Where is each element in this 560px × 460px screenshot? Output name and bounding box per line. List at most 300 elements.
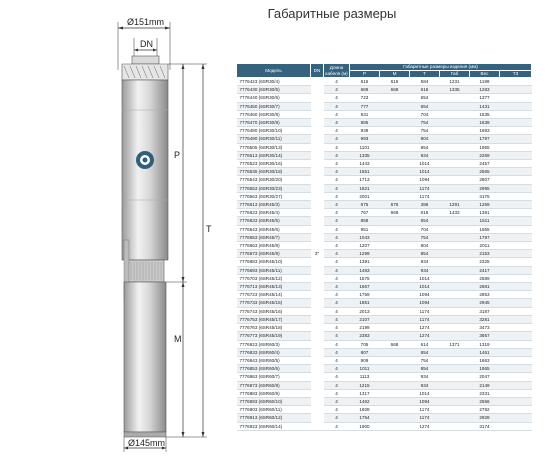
cell-model: 7776450 (6SR30/7) <box>237 102 311 110</box>
cell-empty <box>500 332 532 340</box>
col-model: Модель <box>237 64 311 78</box>
table-row <box>237 324 532 332</box>
col-p: P <box>350 71 380 78</box>
cell-empty <box>500 356 532 364</box>
cell-value <box>440 291 470 299</box>
cell-value: 754 <box>410 127 440 135</box>
cell-cable: 4 <box>324 422 350 430</box>
cell-empty <box>500 340 532 348</box>
cell-value <box>440 324 470 332</box>
cell-value <box>380 135 410 143</box>
cell-cable: 4 <box>324 119 350 127</box>
cell-model: 7776653 (6SR45/7) <box>237 233 311 241</box>
cell-value <box>440 373 470 381</box>
cell-value <box>380 283 410 291</box>
cell-value <box>440 184 470 192</box>
cell-value: 2417 <box>470 266 500 274</box>
table-row <box>237 348 532 356</box>
table-row <box>237 307 532 315</box>
cell-model: 7776873 (6SR60/8) <box>237 381 311 389</box>
p-label: P <box>174 150 181 160</box>
cell-value: 668 <box>380 340 410 348</box>
cell-value: 2011 <box>470 242 500 250</box>
cell-value: 668 <box>380 209 410 217</box>
cell-value: 1462 <box>350 397 380 405</box>
cell-value: 767 <box>350 209 380 217</box>
cell-value: 1174 <box>410 414 440 422</box>
cell-value: 854 <box>410 250 440 258</box>
cell-value: 1797 <box>470 135 500 143</box>
table-row <box>237 242 532 250</box>
cell-value <box>440 168 470 176</box>
dimensions-table <box>236 63 532 431</box>
cell-model: 7776823 (6SR60/3) <box>237 340 311 348</box>
cell-cable: 4 <box>324 299 350 307</box>
cell-value: 669 <box>350 86 380 94</box>
cell-cable: 4 <box>324 78 350 86</box>
cell-value <box>440 389 470 397</box>
cell-value <box>440 266 470 274</box>
cell-empty <box>500 102 532 110</box>
cell-value: 705 <box>350 340 380 348</box>
table-row <box>237 356 532 364</box>
cell-cable: 4 <box>324 176 350 184</box>
cell-value <box>440 307 470 315</box>
table-row <box>237 373 532 381</box>
cell-model: 7776480 (6SR30/10) <box>237 127 311 135</box>
cell-model: 7776723 (6SR45/14) <box>237 291 311 299</box>
table-row <box>237 274 532 282</box>
cell-value: 1014 <box>410 160 440 168</box>
cell-value: 1461 <box>470 348 500 356</box>
col-5: Вес <box>470 71 500 78</box>
table-row <box>237 414 532 422</box>
cell-value: 1759 <box>350 291 380 299</box>
cell-cable: 4 <box>324 127 350 135</box>
cell-value: 1955 <box>470 143 500 151</box>
cell-value: 1639 <box>470 119 500 127</box>
cell-value <box>380 307 410 315</box>
cell-cable: 4 <box>324 102 350 110</box>
cell-value: 951 <box>350 225 380 233</box>
cell-value <box>380 406 410 414</box>
cell-value: 854 <box>410 365 440 373</box>
cell-empty <box>500 348 532 356</box>
cell-cable: 4 <box>324 389 350 397</box>
table-row <box>237 225 532 233</box>
cell-model: 7776505 (6SR30/13) <box>237 143 311 151</box>
cell-value <box>380 397 410 405</box>
cell-empty <box>500 299 532 307</box>
cell-value: 2325 <box>470 258 500 266</box>
cell-empty <box>500 225 532 233</box>
cell-value: 2001 <box>350 192 380 200</box>
cell-model: 7776843 (6SR60/5) <box>237 356 311 364</box>
cell-value <box>440 160 470 168</box>
cell-value <box>440 283 470 291</box>
cell-value: 804 <box>410 242 440 250</box>
cell-cable: 4 <box>324 192 350 200</box>
cell-empty <box>500 78 532 86</box>
cell-value <box>380 356 410 364</box>
cell-value <box>440 135 470 143</box>
cell-value: 1575 <box>350 274 380 282</box>
cell-value: 615 <box>350 78 380 86</box>
table-row <box>237 283 532 291</box>
cell-cable: 4 <box>324 151 350 159</box>
cell-empty <box>500 209 532 217</box>
cell-model: 7776763 (6SR45/18) <box>237 324 311 332</box>
cell-empty <box>500 217 532 225</box>
cell-value <box>380 176 410 184</box>
cell-value: 993 <box>350 135 380 143</box>
pump-section <box>122 80 168 260</box>
cell-cable: 4 <box>324 307 350 315</box>
cell-value: 1174 <box>410 192 440 200</box>
cell-value <box>440 143 470 151</box>
cell-value: 1335 <box>440 86 470 94</box>
cell-empty <box>500 324 532 332</box>
cell-value: 934 <box>410 258 440 266</box>
cell-value: 2945 <box>470 299 500 307</box>
cell-value: 3473 <box>470 324 500 332</box>
cell-value <box>380 332 410 340</box>
table-body <box>237 78 532 431</box>
cell-cable: 4 <box>324 365 350 373</box>
cell-value: 934 <box>410 381 440 389</box>
cell-model: 7776613 (6SR45/3) <box>237 201 311 209</box>
cell-empty <box>500 274 532 282</box>
cell-model: 7776753 (6SR45/17) <box>237 315 311 323</box>
cell-model: 7776733 (6SR45/15) <box>237 299 311 307</box>
table-row <box>237 201 532 209</box>
cell-value <box>380 365 410 373</box>
cell-value: 3657 <box>470 332 500 340</box>
cell-value: 2107 <box>350 315 380 323</box>
cell-cable: 4 <box>324 258 350 266</box>
table-row <box>237 340 532 348</box>
col-group: Габаритные размеры изделия (мм) <box>350 64 532 71</box>
cell-value: 1094 <box>410 299 440 307</box>
cell-value <box>380 258 410 266</box>
cell-value <box>380 315 410 323</box>
cell-value: 1113 <box>350 373 380 381</box>
cell-cable: 4 <box>324 160 350 168</box>
cell-value <box>380 348 410 356</box>
cell-value <box>440 225 470 233</box>
cell-model: 7776693 (6SR45/11) <box>237 266 311 274</box>
cell-value: 1043 <box>350 233 380 241</box>
table-row <box>237 258 532 266</box>
cell-value: 934 <box>410 151 440 159</box>
cell-value: 1291 <box>440 201 470 209</box>
cell-value: 1259 <box>470 201 500 209</box>
cell-value <box>380 217 410 225</box>
cell-cable: 4 <box>324 110 350 118</box>
cell-value: 1014 <box>410 274 440 282</box>
table-row <box>237 406 532 414</box>
cell-model: 7776535 (6SR30/18) <box>237 168 311 176</box>
table-row <box>237 110 532 118</box>
cell-value: 1797 <box>470 233 500 241</box>
cell-value: 1215 <box>350 381 380 389</box>
cell-value: 2383 <box>350 332 380 340</box>
cell-value: 2782 <box>470 406 500 414</box>
cell-value <box>440 332 470 340</box>
page-title: Габаритные размеры <box>267 6 397 21</box>
cell-value: 909 <box>350 356 380 364</box>
cell-value: 1231 <box>440 78 470 86</box>
cell-value <box>380 274 410 282</box>
cell-model: 7776563 (6SR30/27) <box>237 192 311 200</box>
table-row <box>237 209 532 217</box>
cell-model: 7776883 (6SR60/9) <box>237 389 311 397</box>
cell-value: 3187 <box>470 307 500 315</box>
cell-value <box>440 315 470 323</box>
cell-cable: 4 <box>324 266 350 274</box>
cell-value: 1319 <box>470 340 500 348</box>
cell-value <box>380 373 410 381</box>
cell-value: 616 <box>410 209 440 217</box>
cell-value <box>440 397 470 405</box>
cell-empty <box>500 389 532 397</box>
table-row <box>237 266 532 274</box>
cell-model: 7776743 (6SR45/16) <box>237 307 311 315</box>
cell-cable: 4 <box>324 373 350 381</box>
cell-value: 668 <box>380 86 410 94</box>
cell-empty <box>500 266 532 274</box>
cell-value: 854 <box>410 143 440 151</box>
cell-value <box>440 250 470 258</box>
cell-value: 1381 <box>470 209 500 217</box>
m-label: M <box>174 334 182 344</box>
cell-value: 1274 <box>410 422 440 430</box>
cell-cable: 4 <box>324 340 350 348</box>
cell-value <box>440 119 470 127</box>
bottom-diameter-label: Ø145mm <box>128 438 166 448</box>
cell-value <box>380 291 410 299</box>
pump-dimension-drawing <box>0 0 236 460</box>
cell-empty <box>500 86 532 94</box>
cell-value <box>440 176 470 184</box>
cell-value: 1335 <box>350 151 380 159</box>
cell-model: 7776703 (6SR45/12) <box>237 274 311 282</box>
cell-value: 934 <box>410 266 440 274</box>
cell-empty <box>500 135 532 143</box>
cell-cable: 4 <box>324 233 350 241</box>
cell-empty <box>500 160 532 168</box>
cell-value <box>440 102 470 110</box>
cell-value: 1713 <box>350 176 380 184</box>
cell-value: 1900 <box>350 422 380 430</box>
table-row <box>237 184 532 192</box>
table-row <box>237 192 532 200</box>
table-row <box>237 135 532 143</box>
col-cable: Длина кабеля (м) <box>325 64 348 76</box>
table-row <box>237 160 532 168</box>
cell-value: 675 <box>350 201 380 209</box>
cell-value <box>440 381 470 389</box>
cell-value <box>380 250 410 258</box>
cell-empty <box>500 422 532 430</box>
cell-empty <box>500 291 532 299</box>
cell-empty <box>500 283 532 291</box>
cell-cable: 4 <box>324 332 350 340</box>
cell-value <box>440 422 470 430</box>
cell-value <box>440 242 470 250</box>
cell-value: 723 <box>350 94 380 102</box>
cell-model: 7776853 (6SR60/6) <box>237 365 311 373</box>
cell-value: 807 <box>350 348 380 356</box>
cell-value <box>380 119 410 127</box>
cell-value: 654 <box>410 102 440 110</box>
cell-value: 1865 <box>470 365 500 373</box>
cell-empty <box>500 250 532 258</box>
cell-value <box>440 127 470 135</box>
cell-value: 616 <box>380 78 410 86</box>
cell-value <box>380 299 410 307</box>
col-m: M <box>380 71 410 78</box>
cell-cable: 4 <box>324 135 350 143</box>
cell-model: 7776833 (6SR60/4) <box>237 348 311 356</box>
cell-cable: 4 <box>324 168 350 176</box>
cell-value: 2047 <box>470 373 500 381</box>
cell-value: 885 <box>350 119 380 127</box>
cell-value: 831 <box>350 110 380 118</box>
cell-value: 1608 <box>350 406 380 414</box>
cell-cable: 4 <box>324 291 350 299</box>
cell-model: 7776923 (6SR60/14) <box>237 422 311 430</box>
cell-empty <box>500 242 532 250</box>
table-row <box>237 397 532 405</box>
col-6: ТЗ <box>500 71 532 78</box>
cell-cable: 4 <box>324 184 350 192</box>
cell-value <box>380 102 410 110</box>
cell-value: 1174 <box>410 315 440 323</box>
cell-value: 1317 <box>350 389 380 397</box>
cell-value <box>440 94 470 102</box>
cell-empty <box>500 151 532 159</box>
cell-cable: 4 <box>324 217 350 225</box>
cell-value: 1274 <box>410 332 440 340</box>
cell-model: 7776513 (6SR30/14) <box>237 151 311 159</box>
table-row <box>237 365 532 373</box>
cell-empty <box>500 307 532 315</box>
cell-model: 7776633 (6SR45/5) <box>237 217 311 225</box>
cell-cable: 4 <box>324 274 350 282</box>
cell-value <box>440 365 470 373</box>
cell-model: 7776643 (6SR45/6) <box>237 225 311 233</box>
cell-cable: 4 <box>324 315 350 323</box>
cell-value <box>440 258 470 266</box>
cell-value: 2807 <box>470 176 500 184</box>
cell-value <box>440 356 470 364</box>
cell-model: 7776423 (6SR30/4) <box>237 78 311 86</box>
cell-model: 7776440 (6SR30/6) <box>237 94 311 102</box>
table-row <box>237 381 532 389</box>
intake-screen <box>126 260 164 282</box>
cell-model: 7776553 (6SR30/23) <box>237 184 311 192</box>
cell-cable: 4 <box>324 324 350 332</box>
cell-value: 614 <box>410 340 440 348</box>
table-row <box>237 291 532 299</box>
cell-model: 7776460 (6SR30/8) <box>237 110 311 118</box>
cell-model: 7776543 (6SR30/20) <box>237 176 311 184</box>
cell-value <box>440 274 470 282</box>
cell-value: 1511 <box>470 217 500 225</box>
cell-cable: 4 <box>324 225 350 233</box>
cell-value <box>440 406 470 414</box>
cell-value: 2928 <box>470 414 500 422</box>
cell-value <box>440 192 470 200</box>
cell-model: 7776773 (6SR45/19) <box>237 332 311 340</box>
cell-value: 1754 <box>350 414 380 422</box>
cell-value: 1377 <box>470 94 500 102</box>
table-row <box>237 422 532 430</box>
cell-value <box>440 217 470 225</box>
cell-value <box>380 94 410 102</box>
cell-value: 1101 <box>350 143 380 151</box>
cell-dn: 3" <box>311 78 324 431</box>
cell-value: 584 <box>410 78 440 86</box>
cell-value: 1094 <box>410 397 440 405</box>
cell-value <box>440 299 470 307</box>
cell-model: 7776893 (6SR60/10) <box>237 397 311 405</box>
cell-value: 2853 <box>470 291 500 299</box>
table-row <box>237 94 532 102</box>
cell-empty <box>500 176 532 184</box>
cell-value <box>440 151 470 159</box>
cell-value: 2681 <box>470 283 500 291</box>
cell-cable: 4 <box>324 143 350 151</box>
cell-value: 1821 <box>350 184 380 192</box>
cell-empty <box>500 143 532 151</box>
cell-value <box>380 242 410 250</box>
cell-value <box>380 160 410 168</box>
cell-empty <box>500 373 532 381</box>
cell-value: 934 <box>410 373 440 381</box>
cell-value: 2457 <box>470 160 500 168</box>
cell-empty <box>500 258 532 266</box>
cell-model: 7776673 (6SR45/9) <box>237 250 311 258</box>
cell-value <box>380 225 410 233</box>
top-diameter-label: Ø151mm <box>127 17 165 27</box>
table-row <box>237 389 532 397</box>
table-row <box>237 127 532 135</box>
cell-cable: 4 <box>324 414 350 422</box>
cell-value <box>380 110 410 118</box>
cell-value: 1535 <box>470 110 500 118</box>
cell-empty <box>500 119 532 127</box>
t-label: T <box>206 224 212 234</box>
cell-model: 7776683 (6SR45/10) <box>237 258 311 266</box>
cell-cable: 4 <box>324 242 350 250</box>
cell-value <box>440 233 470 241</box>
cell-value <box>380 168 410 176</box>
cell-model: 7776903 (6SR60/11) <box>237 406 311 414</box>
cell-value: 654 <box>410 94 440 102</box>
table-row <box>237 233 532 241</box>
table-row <box>237 102 532 110</box>
cell-value <box>380 266 410 274</box>
cell-value: 754 <box>410 356 440 364</box>
cell-model: 7776663 (6SR45/8) <box>237 242 311 250</box>
cell-value: 777 <box>350 102 380 110</box>
cell-empty <box>500 381 532 389</box>
cell-value: 3174 <box>470 422 500 430</box>
cell-value: 1299 <box>350 250 380 258</box>
cell-empty <box>500 365 532 373</box>
